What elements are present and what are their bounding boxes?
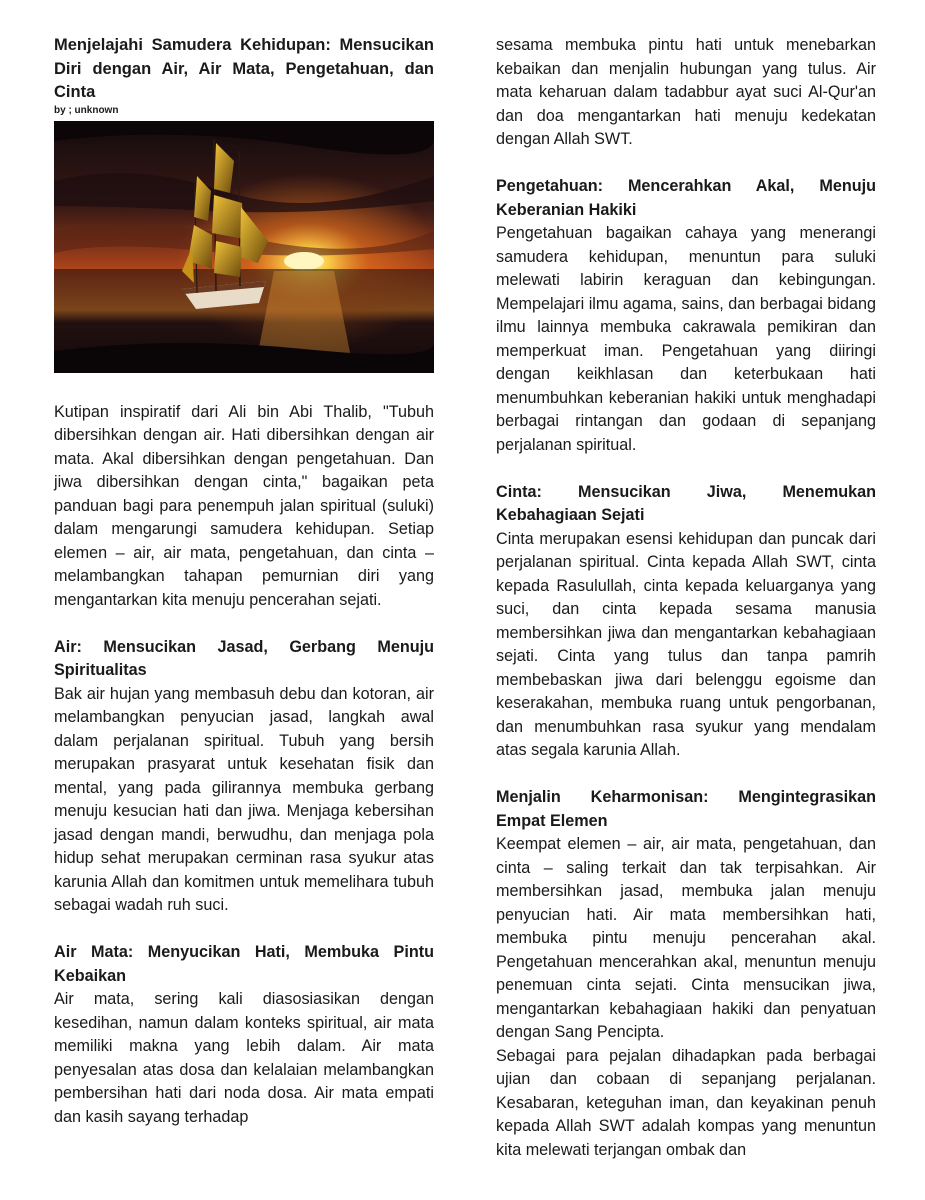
sailing-ship-image xyxy=(54,121,434,373)
section-body-air-mata-part1: Air mata, sering kali diasosiasikan dengan kesedihan, namun dalam konteks spiritual, air mata memiliki makna yang lebih dalam. Air mata penyesalan atas dosa dan kelalaian melambangkan pembersihan hati dari noda dosa. Air mata empati dan kasih sayang terhadap xyxy=(54,990,434,1126)
article-byline: by ; unknown xyxy=(54,104,119,116)
section-body-cinta: Cinta merupakan esensi kehidupan dan puncak dari perjalanan spiritual. Cinta kepada Allah SWT, cinta kepada Rasulullah, cinta kepada keluarganya yang suci, dan cinta kepada sesama manusia membersihkan jiwa dan mengantarkan kebahagiaan sejati. Cinta yang tulus dan tanpa pamrih membebaskan jiwa dari belenggu egoisme dan keserakahan, membuka ruang untuk pengorbanan, dan menumbuhkan rasa syukur yang mendalam atas segala karunia Allah. xyxy=(496,529,876,759)
article-title: Menjelajahi Samudera Kehidupan: Mensucikan Diri dengan Air, Air Mata, Pengetahuan, dan Cinta xyxy=(54,36,434,101)
section-body-harmoni-2: Sebagai para pejalan dihadapkan pada berbagai ujian dan cobaan di sepanjang perjalanan. Kesabaran, keteguhan iman, dan keyakinan penuh kepada Allah SWT adalah kompas yang menuntun kita melewati terjangan ombak dan xyxy=(496,1046,876,1159)
section-body-air: Bak air hujan yang membasuh debu dan kotoran, air melambangkan penyucian jasad, langkah awal dalam perjalanan spiritual. Tubuh yang bersih merupakan prasyarat untuk kesehatan fisik dan mental, yang pada gilirannya membuka gerbang menuju kesucian hati dan jiwa. Menjaga kebersihan jasad dengan mandi, berwudhu, dan menjaga pola hidup sehat merupakan cerminan rasa syukur atas karunia Allah dan komitmen untuk memelihara tubuh sebagai wadah ruh suci. xyxy=(54,684,434,914)
intro-paragraph: Kutipan inspiratif dari Ali bin Abi Thalib, "Tubuh dibersihkan dengan air. Hati dibersihkan dengan air mata. Akal dibersihkan dengan pengetahuan. Dan jiwa dibersihkan dengan cinta," bagaikan peta panduan bagi para penempuh jalan spiritual (suluki) dalam mengarungi samudera kehidupan. Setiap elemen – air, air mata, pengetahuan, dan cinta – melambangkan tahapan pemurnian diri yang mengantarkan kita menuju pencerahan sejati. xyxy=(54,402,434,609)
section-heading-cinta: Cinta: Mensucikan Jiwa, Menemukan Kebahagiaan Sejati xyxy=(496,482,876,524)
right-column xyxy=(496,34,876,1162)
section-heading-air: Air: Mensucikan Jasad, Gerbang Menuju Spiritualitas xyxy=(54,637,434,679)
section-heading-pengetahuan: Pengetahuan: Mencerahkan Akal, Menuju Keberanian Hakiki xyxy=(496,177,876,219)
section-heading-harmoni: Menjalin Keharmonisan: Mengintegrasikan Empat Elemen xyxy=(496,788,876,830)
section-body-air-mata-part2: sesama membuka pintu hati untuk menebarkan kebaikan dan menjalin hubungan yang tulus. Air mata keharuan dalam tadabbur ayat suci Al-Qur'an dan doa mengantarkan hati menuju kedekatan dengan Allah SWT. xyxy=(496,36,876,148)
section-heading-air-mata: Air Mata: Menyucikan Hati, Membuka Pintu Kebaikan xyxy=(54,943,434,985)
section-body-pengetahuan: Pengetahuan bagaikan cahaya yang menerangi samudera kehidupan, menuntun para suluki melewati labirin keraguan dan kebingungan. Mempelajari ilmu agama, sains, dan berbagai bidang ilmu lainnya membuka cakrawala pemikiran dan memperkuat iman. Pengetahuan yang diiringi dengan keikhlasan dan keterbukaan hati menumbuhkan keberanian hakiki untuk menghadapi berbagai rintangan dan godaan di sepanjang perjalanan spiritual. xyxy=(496,224,876,454)
section-body-harmoni-1: Keempat elemen – air, air mata, pengetahuan, dan cinta – saling terkait dan tak terpisahkan. Air membersihkan jasad, membuka jalan menuju penyucian hati. Air mata membersihkan hati, membuka pintu menuju pencerahan akal. Pengetahuan mencerahkan akal, menuntun menuju penemuan cinta sejati. Cinta mensucikan jiwa, mengantarkan kebahagiaan hakiki dan penyatuan dengan Sang Pencipta. xyxy=(496,835,876,1041)
left-column xyxy=(54,34,434,1129)
